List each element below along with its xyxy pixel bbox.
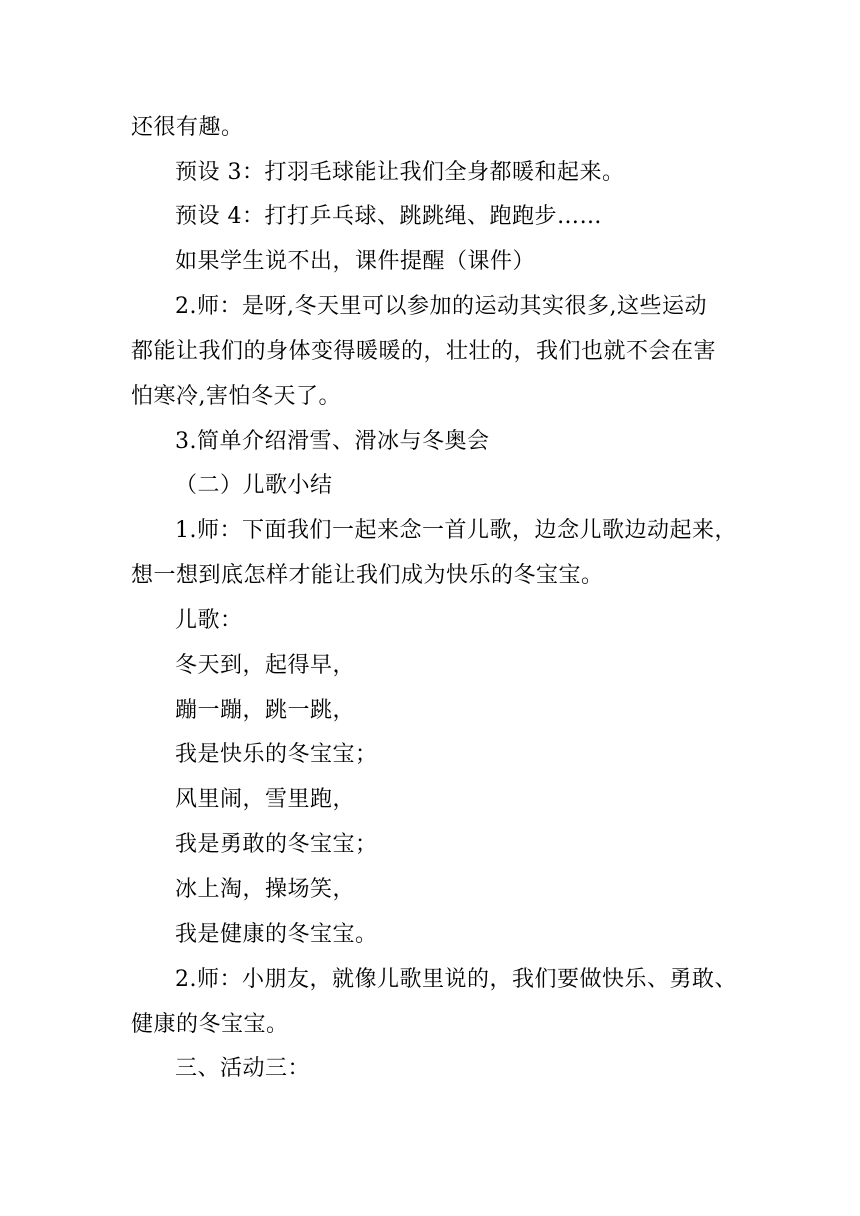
poem-line: 蹦一蹦，跳一跳，	[175, 698, 356, 723]
paragraph-line: 预设 4：打打乒乓球、跳跳绳、跑跑步……	[175, 204, 602, 229]
section-heading: （二）儿歌小结	[175, 473, 333, 498]
poem-line: 我是快乐的冬宝宝；	[175, 742, 378, 767]
paragraph-line: 如果学生说不出，课件提醒（课件）	[175, 249, 536, 274]
poem-line: 冬天到，起得早，	[175, 653, 356, 678]
poem-line: 我是健康的冬宝宝。	[175, 922, 378, 947]
section-heading: 三、活动三：	[175, 1056, 311, 1081]
paragraph-line: 2.师：是呀,冬天里可以参加的运动其实很多,这些运动	[175, 294, 707, 319]
paragraph-line: 还很有趣。	[131, 115, 244, 140]
paragraph-line: 都能让我们的身体变得暖暖的，壮壮的，我们也就不会在害	[131, 339, 717, 364]
paragraph-line: 健康的冬宝宝。	[131, 1012, 289, 1037]
paragraph-line: 预设 3：打羽毛球能让我们全身都暖和起来。	[175, 160, 625, 185]
paragraph-line: 怕寒冷,害怕冬天了。	[131, 384, 341, 409]
paragraph-line: 1.师：下面我们一起来念一首儿歌，边念儿歌边动起来，	[175, 518, 737, 543]
poem-line: 风里闹，雪里跑，	[175, 787, 356, 812]
paragraph-line: 2.师：小朋友，就像儿歌里说的，我们要做快乐、勇敢、	[175, 967, 737, 992]
poem-line: 冰上淘，操场笑，	[175, 877, 356, 902]
poem-line: 我是勇敢的冬宝宝；	[175, 832, 378, 857]
paragraph-line: 想一想到底怎样才能让我们成为快乐的冬宝宝。	[131, 563, 604, 588]
paragraph-line: 3.简单介绍滑雪、滑冰与冬奥会	[175, 429, 490, 454]
poem-title: 儿歌：	[175, 608, 243, 633]
